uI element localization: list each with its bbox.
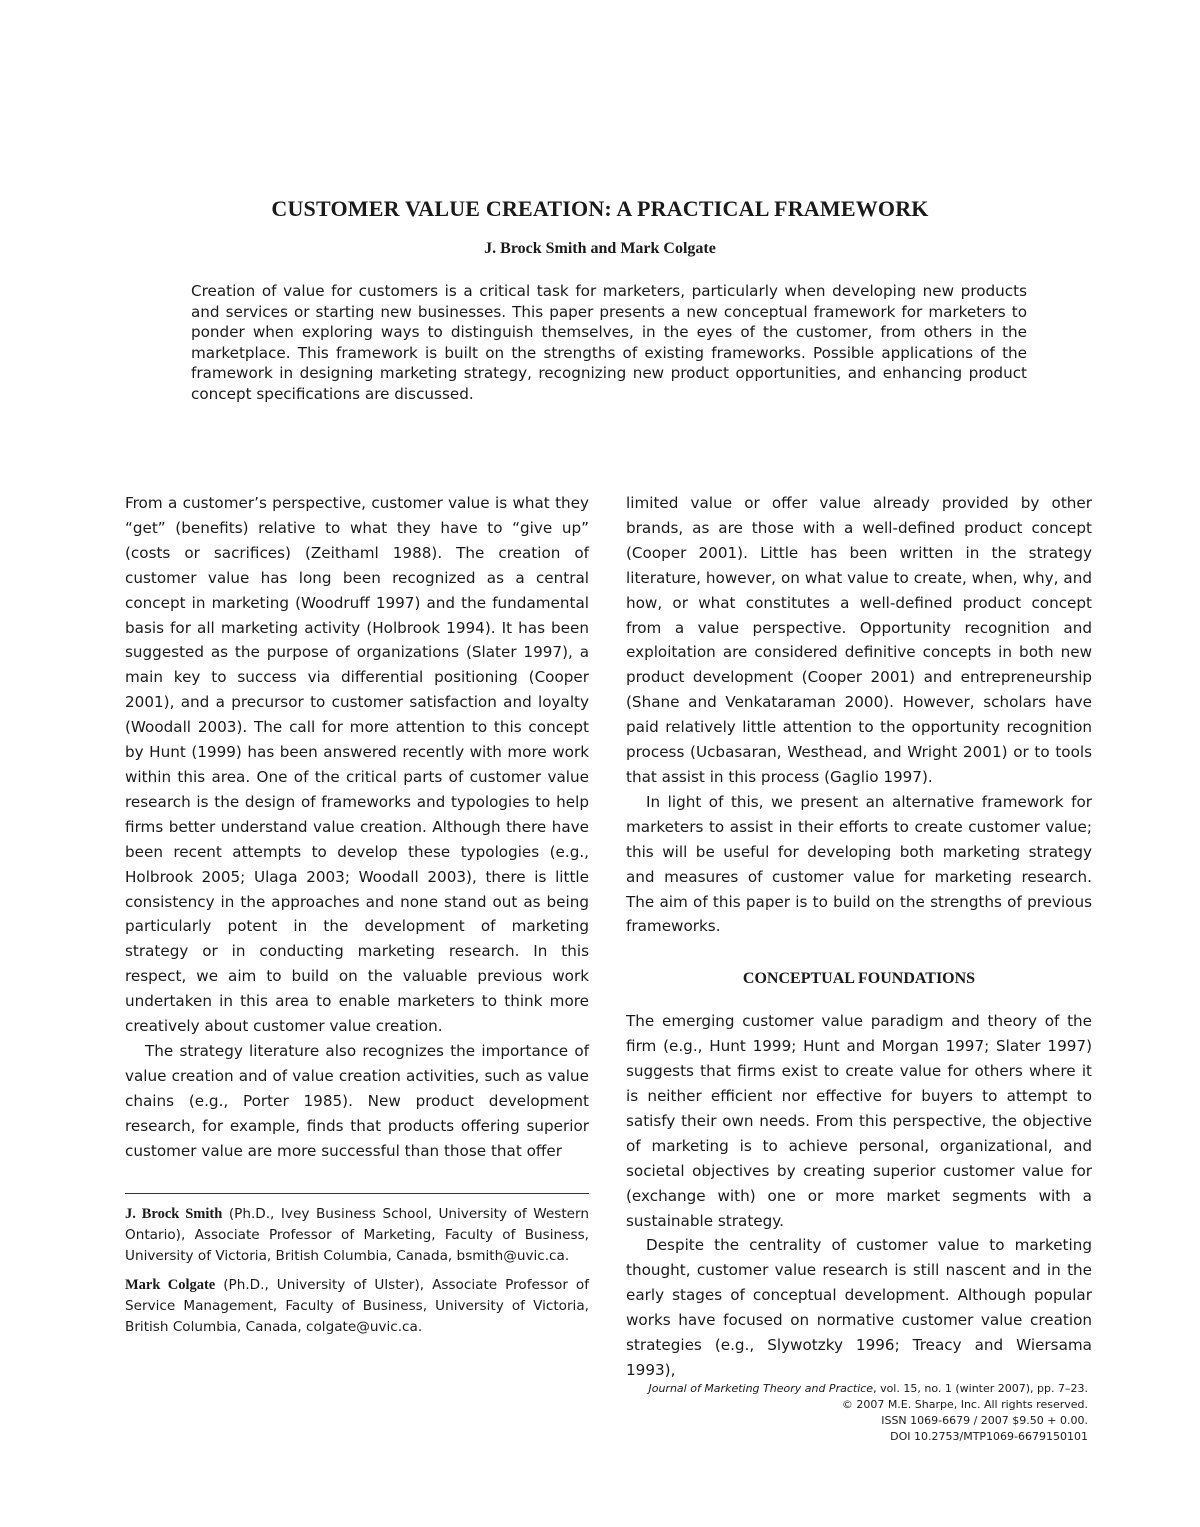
footnote-author-details: (Ph.D., University of Ulster), Associate Professor of Service Management, Faculty of Business, University of Victoria, British Columbia, Canada, colgate@uvic.ca. [125, 1277, 589, 1335]
authors: J. Brock Smith and Mark Colgate [484, 240, 716, 257]
body-paragraph: From a customer’s perspective, customer value is what they “get” (benefits) relative to what they have to “give up” (costs or sacrifices) (Zeithaml 1988). The creation of customer value has long been recognized as a central concept in marketing (Woodruff 1997) and the fundamental basis for all marketing activity (Holbrook 1994). It has been suggested as the purpose of organizations (Slater 1997), a main key to success via differential positioning (Cooper 2001), and a precursor to customer satisfaction and loyalty (Woodall 2003). The call for more attention to this concept by Hunt (1999) has been answered recently with more work within this area. One of the critical parts of customer value research is the design of frameworks and typologies to help firms better understand value creation. Although there have been recent attempts to develop these typologies (e.g., Holbrook 2005; Ulaga 2003; Woodall 2003), there is little consistency in the approaches and none stand out as being particularly potent in the development of marketing strategy or in conducting marketing research. In this respect, we aim to build on the valuable previous work undertaken in this area to enable marketers to think more creatively about customer value creation. [125, 494, 589, 1036]
journal-volume: , vol. 15, no. 1 (winter 2007), pp. 7–23. [873, 1382, 1088, 1395]
left-column [125, 491, 589, 1163]
journal-citation [568, 1381, 1088, 1397]
doi-line: DOI 10.2753/MTP1069-6679150101 [890, 1430, 1088, 1443]
issn-line: ISSN 1069-6679 / 2007 $9.50 + 0.00. [881, 1414, 1088, 1427]
footnote-author-name: J. Brock Smith [125, 1206, 223, 1222]
author-footnotes [125, 1204, 589, 1346]
abstract: Creation of value for customers is a critical task for marketers, particularly when developing new products and services or starting new businesses. This paper presents a new conceptual framework for marketers to ponder when exploring ways to distinguish themselves, in the eyes of the customer, from others in the marketplace. This framework is built on the strengths of existing frameworks. Possible applications of the framework in designing marketing strategy, recognizing new product opportunities, and enhancing product concept specifications are discussed. [191, 282, 1027, 403]
body-paragraph: limited value or offer value already provided by other brands, as are those with a well-defined product concept (Cooper 2001). Little has been written in the strategy literature, however, on what value to create, when, why, and how, or what constitutes a well-defined product concept from a value perspective. Opportunity recognition and exploitation are considered definitive concepts in both new product development (Cooper 2001) and entrepreneurship (Shane and Venkataraman 2000). However, scholars have paid relatively little attention to the opportunity recognition process (Ucbasaran, Westhead, and Wright 2001) or to tools that assist in this process (Gaglio 1997). [626, 494, 1092, 786]
body-paragraph: Despite the centrality of customer value to marketing thought, customer value research is still nascent and in the early stages of conceptual development. Although popular works have focused on normative customer value creation strategies (e.g., Slywotzky 1996; Treacy and Wiersama 1993), [626, 1236, 1092, 1379]
footnote-smith [125, 1204, 589, 1267]
journal-info [568, 1381, 1088, 1445]
journal-name: Journal of Marketing Theory and Practice [648, 1382, 874, 1395]
section-heading: CONCEPTUAL FOUNDATIONS [742, 970, 976, 988]
footnote-author-name: Mark Colgate [125, 1277, 216, 1293]
body-paragraph: The emerging customer value paradigm and theory of the firm (e.g., Hunt 1999; Hunt and Morgan 1997; Slater 1997) suggests that firms exist to create value for others where it is neither efficient nor effective for buyers to attempt to satisfy their own needs. From this perspective, the objective of marketing is to achieve personal, organizational, and societal objectives by creating superior customer value for (exchange with) one or more market segments with a sustainable strategy. [626, 1012, 1092, 1230]
footnote-divider [125, 1193, 589, 1194]
body-paragraph: The strategy literature also recognizes the importance of value creation and of value creation activities, such as value chains (e.g., Porter 1985). New product development research, for example, finds that products offering superior customer value are more successful than those that offer [125, 1041, 589, 1160]
copyright-line: © 2007 M.E. Sharpe, Inc. All rights reserved. [841, 1398, 1088, 1411]
right-column [626, 491, 1092, 1383]
footnote-colgate [125, 1275, 589, 1338]
page-title: CUSTOMER VALUE CREATION: A PRACTICAL FRAMEWORK [271, 196, 929, 221]
footnote-author-details: (Ph.D., Ivey Business School, University of Western Ontario), Associate Professor of Marketing, Faculty of Business, University of Victoria, British Columbia, Canada, bsmith@uvic.ca. [125, 1206, 589, 1264]
body-paragraph: In light of this, we present an alternative framework for marketers to assist in their efforts to create customer value; this will be useful for developing both marketing strategy and measures of customer value for marketing research. The aim of this paper is to build on the strengths of previous frameworks. [626, 792, 1092, 936]
